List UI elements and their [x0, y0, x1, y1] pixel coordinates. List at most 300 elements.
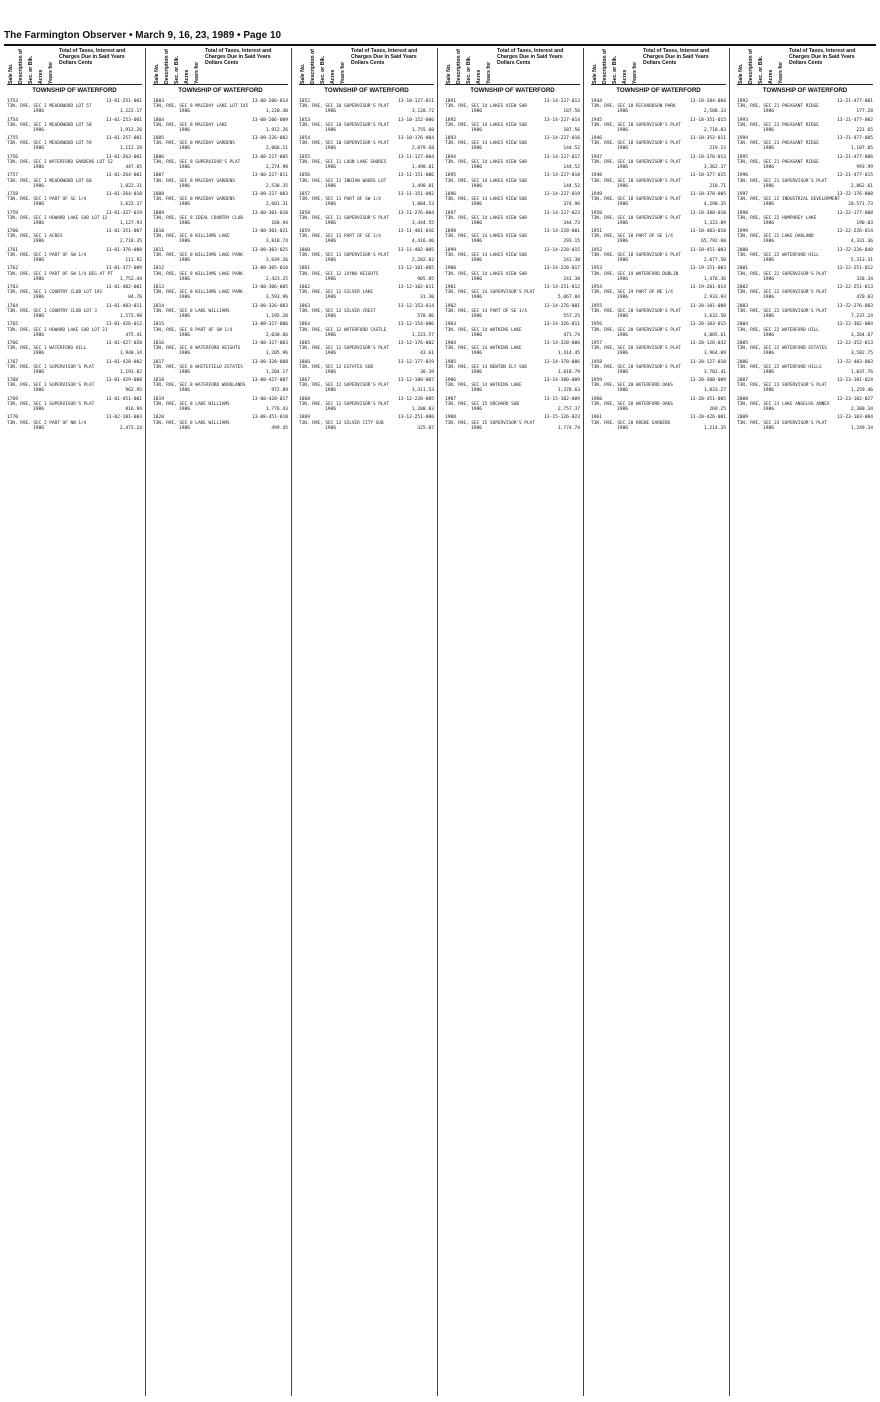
- amount-due: 3,128.72: [411, 109, 434, 115]
- masthead: [4, 28, 876, 46]
- sale-number: 1758: [7, 192, 19, 198]
- amount-due: 1,004.53: [411, 202, 434, 208]
- delinquent-year: 1986: [617, 220, 629, 226]
- delinquent-year: 1986: [33, 183, 45, 189]
- amount-due: 5,067.84: [557, 295, 580, 301]
- legal-description: T3N, R9E, SEC 14 LAKES VIEW SUB: [445, 122, 527, 128]
- sale-number: 1958: [591, 359, 603, 365]
- list-item: [299, 378, 434, 394]
- amount-due: 4,290.35: [703, 202, 726, 208]
- delinquent-year: 1986: [179, 146, 191, 152]
- parcel-number: 13-08-327-003: [252, 340, 288, 346]
- delinquent-year: 1986: [763, 146, 775, 152]
- amount-due: 1,912.26: [265, 127, 288, 133]
- sale-number: 1903: [445, 322, 457, 328]
- parcel-number: 13-21-477-005: [837, 136, 873, 142]
- legal-description: T3N, R9E, SEC 8 MACEDAY GARDENS: [153, 141, 235, 147]
- parcel-number: 13-01-451-001: [106, 396, 142, 402]
- legal-description: T3N, R9E, SEC 1 MEADOWOOD LOT 58: [7, 122, 92, 128]
- parcel-number: 13-14-227-018: [544, 173, 580, 179]
- amount-due: 20,571.73: [848, 202, 873, 208]
- heading-sale-no: Sale No.: [738, 63, 744, 84]
- heading-description: Description of: [748, 49, 754, 84]
- sale-number: 1906: [445, 378, 457, 384]
- parcel-number: 13-18-351-015: [690, 117, 726, 123]
- sale-number: 1892: [445, 117, 457, 123]
- delinquent-year: 1986: [763, 202, 775, 208]
- parcel-number: 13-14-227-013: [544, 99, 580, 104]
- legal-description: T3N, R9E, SEC 10 SUPERVISOR'S PLAT: [299, 122, 389, 128]
- delinquent-year: 1986: [763, 351, 775, 357]
- sale-number: 1767: [7, 359, 19, 365]
- delinquent-year: 1986: [471, 406, 483, 412]
- legal-description: T3N, R9E, SEC 8 LAKE WILLIAMS: [153, 401, 230, 407]
- delinquent-year: 1986: [179, 276, 191, 282]
- parcel-number: 13-18-352-011: [690, 136, 726, 142]
- parcel-number: 13-22-176-008: [837, 192, 873, 198]
- amount-due: 1,572.98: [119, 313, 142, 319]
- parcel-number: 13-12-176-002: [398, 340, 434, 346]
- section-title: TOWNSHIP OF WATERFORD: [32, 87, 117, 94]
- legal-description: T3N, R9E, SEC 22 WATERFORD HILL: [737, 253, 819, 259]
- list-item: [737, 118, 873, 134]
- list-item: [153, 378, 288, 394]
- parcel-number: 13-12-177-019: [398, 359, 434, 365]
- delinquent-year: 1986: [325, 146, 337, 152]
- list-item: [445, 266, 580, 282]
- sale-number: 1867: [299, 378, 311, 384]
- delinquent-year: 1986: [763, 313, 775, 319]
- parcel-number: 13-08-227-005: [252, 154, 288, 160]
- sale-number: 1956: [591, 322, 603, 328]
- heading-total: Total of Taxes, Interest and Charges Due in Said Years Dollars Cents: [351, 48, 418, 66]
- parcel-number: 13-01-263-001: [106, 154, 142, 160]
- column-headings: [737, 48, 873, 85]
- sale-number: 1818: [153, 378, 165, 384]
- legal-description: T3N, R9E, SEC 11 PART OF SW 1/4: [299, 197, 381, 203]
- list-item: [591, 211, 726, 227]
- list-item: [591, 155, 726, 171]
- list-item: [299, 155, 434, 171]
- sale-number: 1993: [737, 117, 749, 123]
- legal-description: T3N, R9E, SEC 15 ORCHARD SUB: [445, 401, 520, 407]
- delinquent-year: 1986: [325, 313, 337, 319]
- list-item: [299, 118, 434, 134]
- list-item: [7, 322, 142, 338]
- legal-description: T3N, R9E, SEC 8 LAKE WILLIAMS: [153, 308, 230, 314]
- sale-number: 1959: [591, 378, 603, 384]
- list-item: [591, 173, 726, 189]
- list-item: [737, 285, 873, 301]
- sale-number: 1861: [299, 266, 311, 272]
- heading-years: Years for: [340, 61, 346, 84]
- amount-due: 344.73: [563, 220, 580, 226]
- list-item: [7, 99, 142, 115]
- parcel-number: 13-12-101-005: [398, 266, 434, 272]
- delinquent-year: 1986: [33, 239, 45, 245]
- parcel-number: 13-08-326-003: [252, 303, 288, 309]
- amount-due: 1,195.20: [265, 313, 288, 319]
- legal-description: T3N, R9E, SEC 20 SUPERVISOR'S PLAT: [591, 327, 681, 333]
- list-item: [153, 229, 288, 245]
- delinquent-year: 1986: [325, 351, 337, 357]
- parcel-number: 13-11-127-004: [398, 154, 434, 160]
- heading-description: Description of: [602, 49, 608, 84]
- sale-number: 1957: [591, 340, 603, 346]
- sale-number: 1908: [445, 415, 457, 421]
- legal-description: T3N, R9E, SEC 21 PHEASANT RIDGE: [737, 104, 819, 110]
- legal-description: T3N, R9E, SEC 22 INDUSTRIAL DEVELOPMENT: [737, 197, 841, 203]
- amount-due: 1,223.57: [411, 332, 434, 338]
- legal-description: T3N, R9E, SEC 8 MACEDAY LAKE: [153, 122, 228, 128]
- heading-description: Description of: [456, 49, 462, 84]
- list-item: [737, 155, 873, 171]
- sale-number: 1953: [591, 266, 603, 272]
- heading-total: Total of Taxes, Interest and Charges Due in Said Years Dollars Cents: [497, 48, 564, 66]
- sale-number: 1820: [153, 415, 165, 421]
- legal-description: T3N, R9E, SEC 1 PART OF SW 1/4 BEG AT PT: [7, 271, 113, 277]
- parcel-number: 13-22-177-008: [837, 210, 873, 216]
- list-item: [591, 341, 726, 357]
- heading-sec-or-blk: Sec. or Blk.: [466, 55, 472, 84]
- delinquent-year: 1986: [33, 351, 45, 357]
- amount-due: 1,323.09: [703, 220, 726, 226]
- amount-due: 144.52: [563, 183, 580, 189]
- sale-number: 1759: [7, 210, 19, 216]
- parcel-number: 13-12-154-006: [398, 322, 434, 328]
- parcel-number: 13-18-377-015: [690, 173, 726, 179]
- amount-due: 1,222.17: [119, 109, 142, 115]
- amount-due: 1,755.60: [411, 127, 434, 133]
- amount-due: 2,030.66: [265, 332, 288, 338]
- list-item: [445, 341, 580, 357]
- list-item: [591, 266, 726, 282]
- legal-description: T3N, R9E, SEC 20 SUPERVISOR'S PLAT: [591, 346, 681, 352]
- delinquent-year: 1986: [471, 258, 483, 264]
- parcel-number: 13-14-328-006: [544, 340, 580, 346]
- delinquent-year: 1986: [471, 220, 483, 226]
- parcel-number: 13-15-102-009: [544, 396, 580, 402]
- amount-due: 30.39: [420, 369, 434, 375]
- parcel-number: 13-22-302-004: [837, 322, 873, 328]
- sale-number: 1803: [153, 99, 165, 104]
- delinquent-year: 1986: [33, 332, 45, 338]
- legal-description: T3N, R9E, SEC 14 LAKES VIEW SUB: [445, 197, 527, 203]
- amount-due: 3,311.53: [411, 388, 434, 394]
- parcel-number: 13-01-428-002: [106, 359, 142, 365]
- sale-number: 1863: [299, 303, 311, 309]
- legal-description: T3N, R9E, SEC 22 WATERFORD ESTATES: [737, 346, 827, 352]
- list-item: [299, 285, 434, 301]
- delinquent-year: 1986: [471, 183, 483, 189]
- delinquent-year: 1986: [179, 351, 191, 357]
- sale-number: 1900: [445, 266, 457, 272]
- list-item: [7, 285, 142, 301]
- legal-description: T3N, R9E, SEC 8 SUPERVISOR'S PLAT: [153, 160, 241, 166]
- list-item: [445, 397, 580, 413]
- list-item: [299, 341, 434, 357]
- parcel-number: 13-12-153-014: [398, 303, 434, 309]
- list-item: [445, 136, 580, 152]
- legal-description: T3N, R9E, SEC 12 SUPERVISOR'S PLAT: [299, 383, 389, 389]
- parcel-number: 13-08-428-017: [252, 396, 288, 402]
- heading-acres: Acres: [476, 69, 482, 84]
- amount-due: 3,818.74: [265, 239, 288, 245]
- sale-number: 2002: [737, 285, 749, 291]
- delinquent-year: 1986: [471, 351, 483, 357]
- list-item: [445, 155, 580, 171]
- list-item: [737, 211, 873, 227]
- list-item: [737, 229, 873, 245]
- legal-description: T3N, R9E, SEC 8 WILLIAMS LAKE PARK: [153, 290, 243, 296]
- parcel-number: 13-01-377-009: [106, 266, 142, 272]
- sale-number: 1899: [445, 247, 457, 253]
- delinquent-year: 1986: [33, 220, 45, 226]
- amount-due: 3,593.96: [265, 295, 288, 301]
- delinquent-year: 1986: [617, 109, 629, 115]
- list-item: [299, 360, 434, 376]
- masthead-title: The Farmington Observer • March 9, 16, 23, 1989 • Page 10: [4, 30, 282, 41]
- sale-number: 1944: [591, 99, 603, 104]
- heading-years: Years for: [194, 61, 200, 84]
- list-item: [153, 192, 288, 208]
- parcel-number: 13-01-251-001: [106, 99, 142, 104]
- sale-number: 1955: [591, 303, 603, 309]
- column-headings: [299, 48, 434, 85]
- amount-due: 190.03: [856, 220, 873, 226]
- legal-description: T3N, R9E, SEC 22 SUPERVISOR'S PLAT: [737, 290, 827, 296]
- parcel-number: 13-18-403-010: [690, 229, 726, 235]
- amount-due: 1,414.45: [557, 351, 580, 357]
- amount-due: 962.95: [125, 388, 142, 394]
- amount-due: 905.85: [417, 276, 434, 282]
- list-item: [445, 211, 580, 227]
- amount-due: 1,752.44: [119, 276, 142, 282]
- sale-number: 1764: [7, 303, 19, 309]
- list-item: [737, 360, 873, 376]
- sale-number: 1819: [153, 396, 165, 402]
- legal-description: T3N, R9E, SEC 11 LOON LAKE SHORES: [299, 160, 387, 166]
- amount-due: 168.94: [271, 220, 288, 226]
- legal-description: T3N, R9E, SEC 8 MACEDAY GARDENS: [153, 178, 235, 184]
- legal-description: T3N, R9E, SEC 18 RICHARDSON PARK: [591, 104, 676, 110]
- delinquent-year: 1986: [617, 276, 629, 282]
- sale-number: 1949: [591, 192, 603, 198]
- delinquent-year: 1986: [617, 295, 629, 301]
- delinquent-year: 1986: [763, 239, 775, 245]
- heading-years: Years for: [632, 61, 638, 84]
- legal-description: T3N, R9E, SEC 18 PART OF SE 1/4: [591, 234, 673, 240]
- sale-number: 1992: [737, 99, 749, 104]
- list-item: [153, 155, 288, 171]
- sale-number: 1761: [7, 247, 19, 253]
- list-item: [153, 118, 288, 134]
- delinquent-year: 1986: [325, 202, 337, 208]
- listing-column: [734, 48, 876, 1396]
- delinquent-year: 1986: [471, 388, 483, 394]
- delinquent-year: 1986: [325, 388, 337, 394]
- delinquent-year: 1986: [33, 276, 45, 282]
- parcel-number: 13-08-226-002: [252, 136, 288, 142]
- legal-description: T3N, R9E, SEC 21 PHEASANT RIDGE: [737, 122, 819, 128]
- delinquent-year: 1986: [763, 276, 775, 282]
- parcel-number: 13-01-327-019: [106, 210, 142, 216]
- sale-number: 1866: [299, 359, 311, 365]
- sale-number: 1862: [299, 285, 311, 291]
- legal-description: T3N, R9E, SEC 1 PART OF SE 1/4: [7, 197, 87, 203]
- sale-number: 1895: [445, 173, 457, 179]
- parcel-number: 13-12-180-007: [398, 378, 434, 384]
- sale-number: 1804: [153, 117, 165, 123]
- list-item: [153, 322, 288, 338]
- amount-due: 499.45: [271, 425, 288, 431]
- delinquent-year: 1986: [617, 425, 629, 431]
- delinquent-year: 1986: [617, 258, 629, 264]
- legal-description: T3N, R9E, SEC 22 HUMPHREY LAKE: [737, 215, 817, 221]
- delinquent-year: 1986: [763, 165, 775, 171]
- sale-number: 1869: [299, 415, 311, 421]
- parcel-number: 13-21-477-002: [837, 117, 873, 123]
- delinquent-year: 1986: [33, 295, 45, 301]
- sale-number: 1817: [153, 359, 165, 365]
- delinquent-year: 1986: [471, 332, 483, 338]
- sale-number: 1808: [153, 192, 165, 198]
- parcel-number: 13-08-206-009: [252, 117, 288, 123]
- sale-number: 1947: [591, 154, 603, 160]
- legal-description: T3N, R9E, SEC 10 SUPERVISOR'S PLAT: [299, 104, 389, 110]
- amount-due: 3,362.37: [703, 165, 726, 171]
- delinquent-year: 1986: [471, 146, 483, 152]
- delinquent-year: 1986: [179, 295, 191, 301]
- delinquent-year: 1986: [179, 220, 191, 226]
- sale-number: 2004: [737, 322, 749, 328]
- sale-number: 1995: [737, 154, 749, 160]
- sale-number: 1807: [153, 173, 165, 179]
- delinquent-year: 1986: [179, 406, 191, 412]
- legal-description: T3N, R9E, SEC 14 WATKINS LAKE: [445, 346, 522, 352]
- amount-due: 187.56: [563, 109, 580, 115]
- delinquent-year: 1986: [325, 165, 337, 171]
- legal-description: T3N, R9E, SEC 14 WATKINS LAKE: [445, 327, 522, 333]
- legal-description: T3N, R9E, SEC 11 SUPERVISOR'S PLAT: [299, 253, 389, 259]
- list-item: [445, 378, 580, 394]
- parcel-number: 13-01-264-001: [106, 173, 142, 179]
- parcel-number: 13-18-378-005: [690, 192, 726, 198]
- amount-due: 2,862.61: [850, 183, 873, 189]
- amount-due: 1,018.79: [557, 369, 580, 375]
- legal-description: T3N, R9E, SEC 1 COUNTRY CLUB LOT 3: [7, 308, 97, 314]
- amount-due: 4,331.36: [850, 239, 873, 245]
- legal-description: T3N, R9E, SEC 14 LAKES VIEW SUB: [445, 178, 527, 184]
- sale-number: 1816: [153, 340, 165, 346]
- parcel-number: 13-08-327-006: [252, 322, 288, 328]
- sale-number: 1814: [153, 303, 165, 309]
- sale-number: 1961: [591, 415, 603, 421]
- delinquent-year: 1986: [179, 239, 191, 245]
- parcel-number: 13-14-228-017: [544, 266, 580, 272]
- sale-number: 1952: [591, 247, 603, 253]
- parcel-number: 13-18-380-010: [690, 210, 726, 216]
- legal-description: T3N, R9E, SEC 18 SUPERVISOR'S PLAT: [591, 122, 681, 128]
- sale-number: 1858: [299, 210, 311, 216]
- delinquent-year: 1986: [33, 313, 45, 319]
- sale-number: 1809: [153, 210, 165, 216]
- legal-description: T3N, R9E, SEC 12 SILVER LAKE: [299, 290, 374, 296]
- list-item: [7, 378, 142, 394]
- delinquent-year: 1986: [617, 127, 629, 133]
- legal-description: T3N, R9E, SEC 21 PHEASANT RIDGE: [737, 160, 819, 166]
- parcel-number: 13-11-276-004: [398, 210, 434, 216]
- delinquent-year: 1986: [763, 295, 775, 301]
- sale-number: 2000: [737, 247, 749, 253]
- list-item: [153, 341, 288, 357]
- delinquent-year: 1986: [325, 239, 337, 245]
- list-item: [299, 136, 434, 152]
- parcel-number: 13-08-227-003: [252, 192, 288, 198]
- sale-number: 1766: [7, 340, 19, 346]
- legal-description: T3N, R9E, SEC 20 WATERFORD OAKS: [591, 401, 673, 407]
- legal-description: T3N, R9E, SEC 23 LAKE ANGELUS ANNEX: [737, 401, 830, 407]
- legal-description: T3N, R9E, SEC 12 SUPERVISOR'S PLAT: [299, 401, 389, 407]
- sale-number: 1815: [153, 322, 165, 328]
- sale-number: 2001: [737, 266, 749, 272]
- heading-total: Total of Taxes, Interest and Charges Due in Said Years Dollars Cents: [789, 48, 856, 66]
- legal-description: T3N, R9E, SEC 12 SUPERVISOR'S PLAT: [299, 346, 389, 352]
- parcel-number: 13-19-151-003: [690, 266, 726, 272]
- list-item: [153, 173, 288, 189]
- list-item: [591, 248, 726, 264]
- delinquent-year: 1986: [325, 295, 337, 301]
- amount-due: 1,498.01: [411, 165, 434, 171]
- section-title: TOWNSHIP OF WATERFORD: [324, 87, 409, 94]
- amount-due: 3,264.67: [850, 332, 873, 338]
- amount-due: 4,085.61: [703, 332, 726, 338]
- sale-number: 1999: [737, 229, 749, 235]
- list-item: [299, 304, 434, 320]
- delinquent-year: 1986: [617, 146, 629, 152]
- parcel-number: 13-14-227-016: [544, 136, 580, 142]
- amount-due: 2,933.93: [703, 295, 726, 301]
- delinquent-year: 1986: [179, 109, 191, 115]
- delinquent-year: 1986: [325, 109, 337, 115]
- delinquent-year: 1986: [325, 276, 337, 282]
- delinquent-year: 1986: [179, 369, 191, 375]
- list-item: [7, 360, 142, 376]
- parcel-number: 13-08-427-007: [252, 378, 288, 384]
- amount-due: 269.25: [709, 406, 726, 412]
- parcel-number: 13-11-401-016: [398, 229, 434, 235]
- heading-sec-or-blk: Sec. or Blk.: [758, 55, 764, 84]
- parcel-number: 13-20-126-032: [690, 340, 726, 346]
- sale-number: 1754: [7, 117, 19, 123]
- list-item: [299, 173, 434, 189]
- heading-total: Total of Taxes, Interest and Charges Due in Said Years Dollars Cents: [205, 48, 272, 66]
- delinquent-year: 1986: [179, 202, 191, 208]
- delinquent-year: 1986: [33, 165, 45, 171]
- amount-due: 241.38: [563, 276, 580, 282]
- list-item: [591, 136, 726, 152]
- parcel-number: 13-10-127-011: [398, 99, 434, 104]
- amount-due: 2,601.31: [265, 202, 288, 208]
- list-item: [445, 118, 580, 134]
- list-item: [7, 397, 142, 413]
- delinquent-year: 1986: [617, 406, 629, 412]
- column-headings: [153, 48, 288, 85]
- delinquent-year: 1986: [471, 425, 483, 431]
- amount-due: 1,622.37: [119, 202, 142, 208]
- list-item: [591, 229, 726, 245]
- delinquent-year: 1986: [763, 388, 775, 394]
